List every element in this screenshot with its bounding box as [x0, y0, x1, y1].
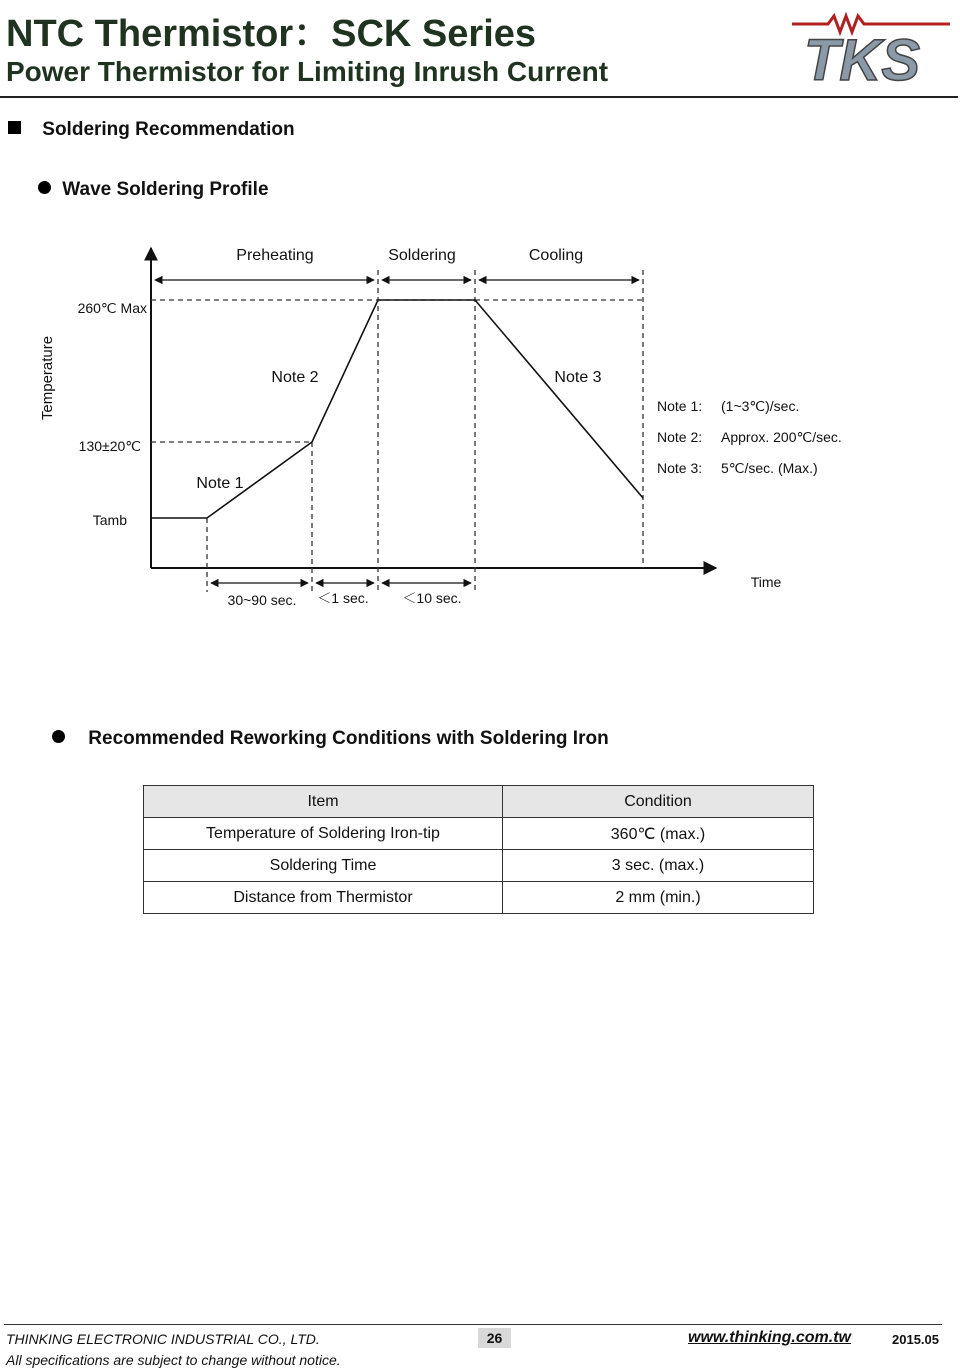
table-header-condition: Condition: [503, 786, 814, 818]
table-cell-condition: 2 mm (min.): [503, 882, 814, 914]
footer-date: 2015.05: [892, 1332, 939, 1347]
note-1-value: (1~3℃)/sec.: [721, 398, 800, 414]
wave-soldering-profile-chart: [0, 230, 960, 620]
page-subtitle: Power Thermistor for Limiting Inrush Current: [6, 56, 609, 87]
tks-logo: [788, 4, 954, 92]
phase-label-soldering: Soldering: [388, 247, 456, 264]
note-2-key: Note 2:: [657, 429, 703, 445]
header-rule: [0, 96, 958, 98]
rework-heading: [52, 728, 609, 750]
square-bullet-icon: [8, 121, 21, 134]
table-row: [144, 882, 814, 914]
note-2-value: Approx. 200℃/sec.: [721, 429, 842, 445]
phase-guides: [151, 270, 643, 592]
wave-profile-heading: [38, 179, 269, 201]
footer-notice: All specifications are subject to change without notice.: [6, 1352, 341, 1368]
table-cell-item: Soldering Time: [144, 850, 503, 882]
temp-label-preheat: 130±20℃: [78, 438, 141, 454]
section-heading-text: Soldering Recommendation: [42, 119, 295, 140]
segment-label-note-3: Note 3: [554, 369, 602, 386]
table-row: [144, 818, 814, 850]
table-cell-item: Distance from Thermistor: [144, 882, 503, 914]
table-cell-condition: 360℃ (max.): [503, 818, 814, 850]
phase-label-cooling: Cooling: [528, 247, 584, 264]
page-title: NTC Thermistor：SCK Series: [6, 13, 537, 55]
table-cell-item: Temperature of Soldering Iron-tip: [144, 818, 503, 850]
duration-label-soldering: ＜10 sec.: [402, 590, 462, 606]
table-row: [144, 850, 814, 882]
table-cell-condition: 3 sec. (max.): [503, 850, 814, 882]
round-bullet-icon: [38, 181, 51, 194]
temp-label-ambient: Tamb: [92, 512, 127, 528]
wave-profile-heading-text: Wave Soldering Profile: [62, 179, 269, 200]
y-axis-label: Temperature: [39, 335, 56, 421]
section-heading: [8, 119, 295, 141]
temp-label-peak: 260℃ Max: [77, 300, 147, 316]
duration-label-ramp: ＜1 sec.: [317, 590, 369, 606]
table-header-row: [144, 786, 814, 818]
phase-label-preheating: Preheating: [236, 247, 314, 264]
footer-rule: [4, 1324, 942, 1325]
round-bullet-icon: [52, 730, 65, 743]
footer-company: THINKING ELECTRONIC INDUSTRIAL CO., LTD.: [6, 1331, 320, 1347]
x-axis-label: Time: [750, 574, 782, 590]
note-1-key: Note 1:: [657, 398, 703, 414]
rework-conditions-table: [143, 785, 814, 914]
duration-label-preheat: 30~90 sec.: [227, 592, 297, 608]
table-header-item: Item: [144, 786, 503, 818]
footer-website-link[interactable]: www.thinking.com.tw: [688, 1329, 851, 1346]
segment-label-note-1: Note 1: [196, 475, 244, 492]
note-3-value: 5℃/sec. (Max.): [721, 460, 818, 476]
rework-heading-text: Recommended Reworking Conditions with Soldering Iron: [88, 728, 609, 749]
page-number: 26: [478, 1328, 511, 1348]
segment-label-note-2: Note 2: [271, 369, 319, 386]
svg-text:TKS: TKS: [804, 28, 920, 92]
note-3-key: Note 3:: [657, 460, 703, 476]
